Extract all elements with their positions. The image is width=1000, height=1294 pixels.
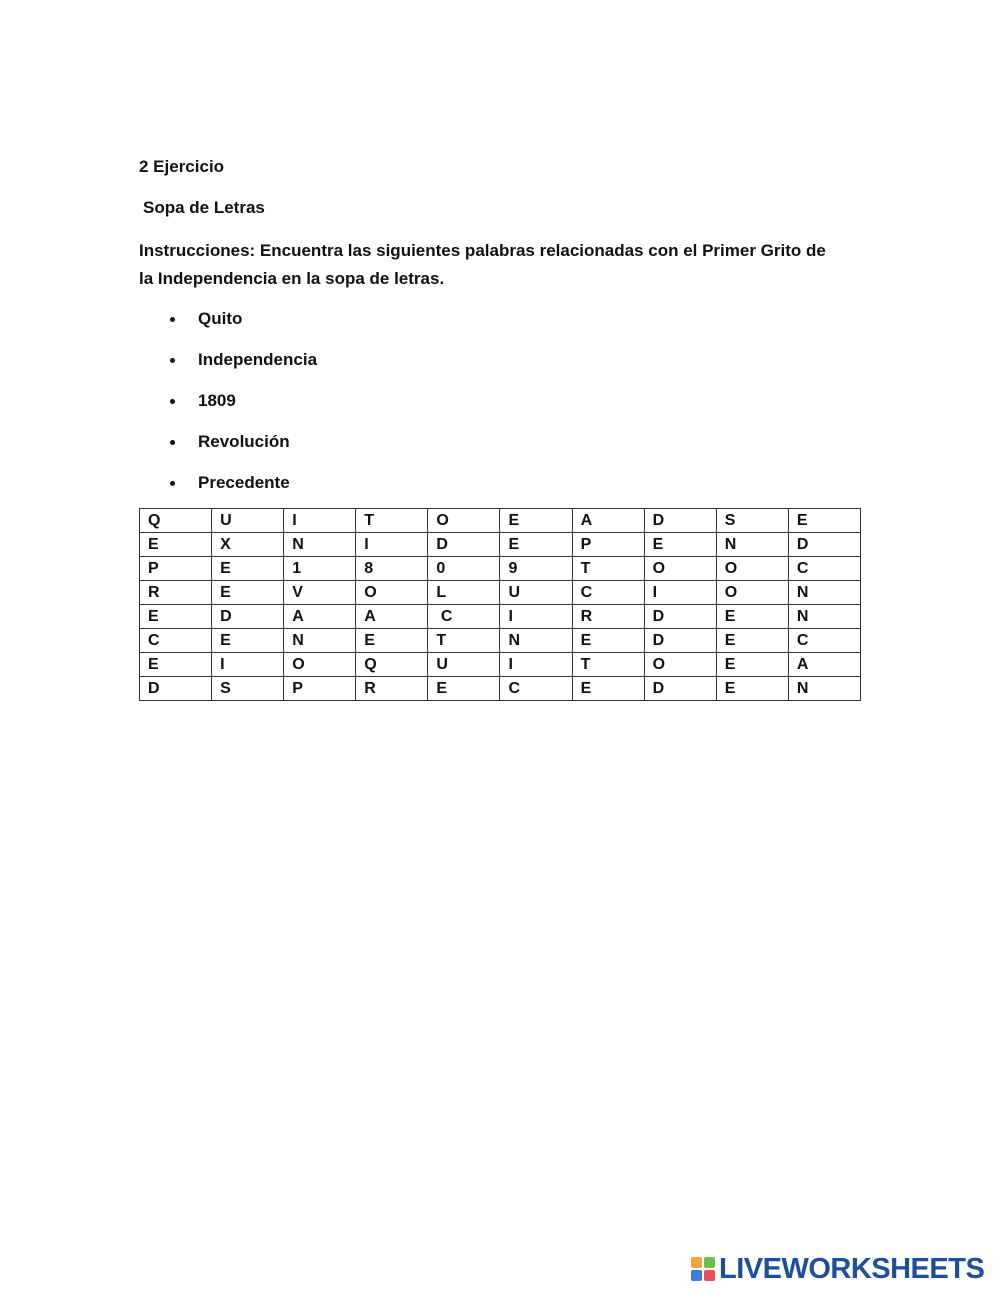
table-row	[140, 653, 861, 677]
grid-cell[interactable]: E	[428, 677, 500, 701]
grid-cell[interactable]: E	[716, 677, 788, 701]
grid-cell[interactable]: A	[788, 653, 860, 677]
grid-cell[interactable]: E	[644, 533, 716, 557]
grid-cell[interactable]: I	[500, 653, 572, 677]
grid-cell[interactable]: E	[716, 605, 788, 629]
grid-cell[interactable]: D	[212, 605, 284, 629]
grid-cell[interactable]: T	[572, 557, 644, 581]
grid-cell[interactable]: D	[788, 533, 860, 557]
word-label: 1809	[198, 391, 236, 410]
logo-grid-icon	[691, 1257, 715, 1281]
grid-cell[interactable]: O	[644, 557, 716, 581]
grid-cell[interactable]: D	[644, 605, 716, 629]
logo-square	[691, 1257, 702, 1268]
grid-cell[interactable]: I	[284, 509, 356, 533]
grid-cell[interactable]: Q	[140, 509, 212, 533]
grid-cell[interactable]: 9	[500, 557, 572, 581]
grid-cell[interactable]: I	[356, 533, 428, 557]
grid-cell[interactable]: D	[644, 629, 716, 653]
table-row	[140, 533, 861, 557]
grid-cell[interactable]: U	[428, 653, 500, 677]
grid-cell[interactable]: N	[284, 533, 356, 557]
grid-cell[interactable]: C	[140, 629, 212, 653]
grid-cell[interactable]: P	[284, 677, 356, 701]
grid-cell[interactable]: N	[788, 677, 860, 701]
table-row	[140, 557, 861, 581]
grid-cell[interactable]: E	[572, 677, 644, 701]
grid-cell[interactable]: T	[356, 509, 428, 533]
table-row	[140, 509, 861, 533]
grid-cell[interactable]: U	[500, 581, 572, 605]
grid-cell[interactable]: N	[716, 533, 788, 557]
grid-cell[interactable]: O	[716, 581, 788, 605]
grid-cell[interactable]: E	[716, 629, 788, 653]
logo-text: LIVEWORKSHEETS	[719, 1253, 985, 1285]
bullet-icon	[170, 399, 175, 404]
logo-square	[691, 1270, 702, 1281]
grid-cell[interactable]: R	[140, 581, 212, 605]
grid-cell[interactable]: E	[500, 533, 572, 557]
grid-cell[interactable]: N	[788, 581, 860, 605]
grid-cell[interactable]: O	[716, 557, 788, 581]
logo-square	[704, 1257, 715, 1268]
grid-cell[interactable]: O	[284, 653, 356, 677]
grid-cell[interactable]: D	[644, 677, 716, 701]
grid-cell[interactable]: 1	[284, 557, 356, 581]
table-row	[140, 629, 861, 653]
grid-cell[interactable]: A	[284, 605, 356, 629]
grid-cell[interactable]: N	[500, 629, 572, 653]
grid-cell[interactable]: 0	[428, 557, 500, 581]
grid-cell[interactable]: D	[644, 509, 716, 533]
grid-cell[interactable]: A	[572, 509, 644, 533]
word-label: Quito	[198, 309, 243, 328]
grid-cell[interactable]: E	[212, 557, 284, 581]
exercise-title: 2 Ejercicio	[139, 157, 225, 176]
grid-cell[interactable]: E	[572, 629, 644, 653]
grid-cell[interactable]: C	[428, 605, 500, 629]
bullet-icon	[170, 440, 175, 445]
bullet-icon	[170, 358, 175, 363]
grid-cell[interactable]: C	[500, 677, 572, 701]
worksheet-subtitle: Sopa de Letras	[143, 198, 265, 217]
grid-cell[interactable]: S	[212, 677, 284, 701]
grid-cell[interactable]: E	[140, 605, 212, 629]
word-list	[139, 307, 861, 495]
worksheet-content	[139, 155, 861, 701]
word-label: Revolución	[198, 432, 290, 451]
grid-cell[interactable]: N	[788, 605, 860, 629]
list-item	[139, 430, 861, 454]
grid-cell[interactable]: E	[716, 653, 788, 677]
grid-cell[interactable]: O	[356, 581, 428, 605]
grid-cell[interactable]: O	[428, 509, 500, 533]
instructions-text: Instrucciones: Encuentra las siguientes palabras relacionadas con el Primer Grito de la Independencia en la sopa de letras.	[139, 241, 826, 288]
list-item	[139, 471, 861, 495]
grid-cell[interactable]: I	[212, 653, 284, 677]
grid-cell[interactable]: C	[788, 629, 860, 653]
grid-cell[interactable]: O	[644, 653, 716, 677]
grid-cell[interactable]: I	[644, 581, 716, 605]
grid-cell[interactable]: E	[788, 509, 860, 533]
grid-cell[interactable]: E	[212, 629, 284, 653]
grid-cell[interactable]: D	[428, 533, 500, 557]
grid-cell[interactable]: X	[212, 533, 284, 557]
grid-cell[interactable]: P	[140, 557, 212, 581]
grid-cell[interactable]: T	[428, 629, 500, 653]
list-item	[139, 389, 861, 413]
grid-cell[interactable]: E	[140, 653, 212, 677]
grid-cell[interactable]: U	[212, 509, 284, 533]
liveworksheets-logo	[691, 1254, 984, 1284]
table-row	[140, 581, 861, 605]
grid-cell[interactable]: I	[500, 605, 572, 629]
list-item	[139, 307, 861, 331]
grid-cell[interactable]: T	[572, 653, 644, 677]
grid-cell[interactable]: N	[284, 629, 356, 653]
bullet-icon	[170, 481, 175, 486]
grid-cell[interactable]: E	[500, 509, 572, 533]
grid-cell[interactable]: S	[716, 509, 788, 533]
table-row	[140, 605, 861, 629]
grid-cell[interactable]: E	[356, 629, 428, 653]
grid-cell[interactable]: Q	[356, 653, 428, 677]
grid-cell[interactable]: A	[356, 605, 428, 629]
grid-cell[interactable]: E	[212, 581, 284, 605]
grid-cell[interactable]: V	[284, 581, 356, 605]
list-item	[139, 348, 861, 372]
grid-cell[interactable]: E	[140, 533, 212, 557]
grid-cell[interactable]: C	[572, 581, 644, 605]
grid-cell[interactable]: P	[572, 533, 644, 557]
table-row	[140, 677, 861, 701]
bullet-icon	[170, 317, 175, 322]
grid-cell[interactable]: 8	[356, 557, 428, 581]
logo-square	[704, 1270, 715, 1281]
grid-cell[interactable]: D	[140, 677, 212, 701]
grid-cell[interactable]: L	[428, 581, 500, 605]
grid-cell[interactable]: C	[788, 557, 860, 581]
grid-cell[interactable]: R	[356, 677, 428, 701]
grid-cell[interactable]: R	[572, 605, 644, 629]
word-search-grid	[139, 508, 861, 701]
word-label: Independencia	[198, 350, 318, 369]
word-label: Precedente	[198, 473, 290, 492]
